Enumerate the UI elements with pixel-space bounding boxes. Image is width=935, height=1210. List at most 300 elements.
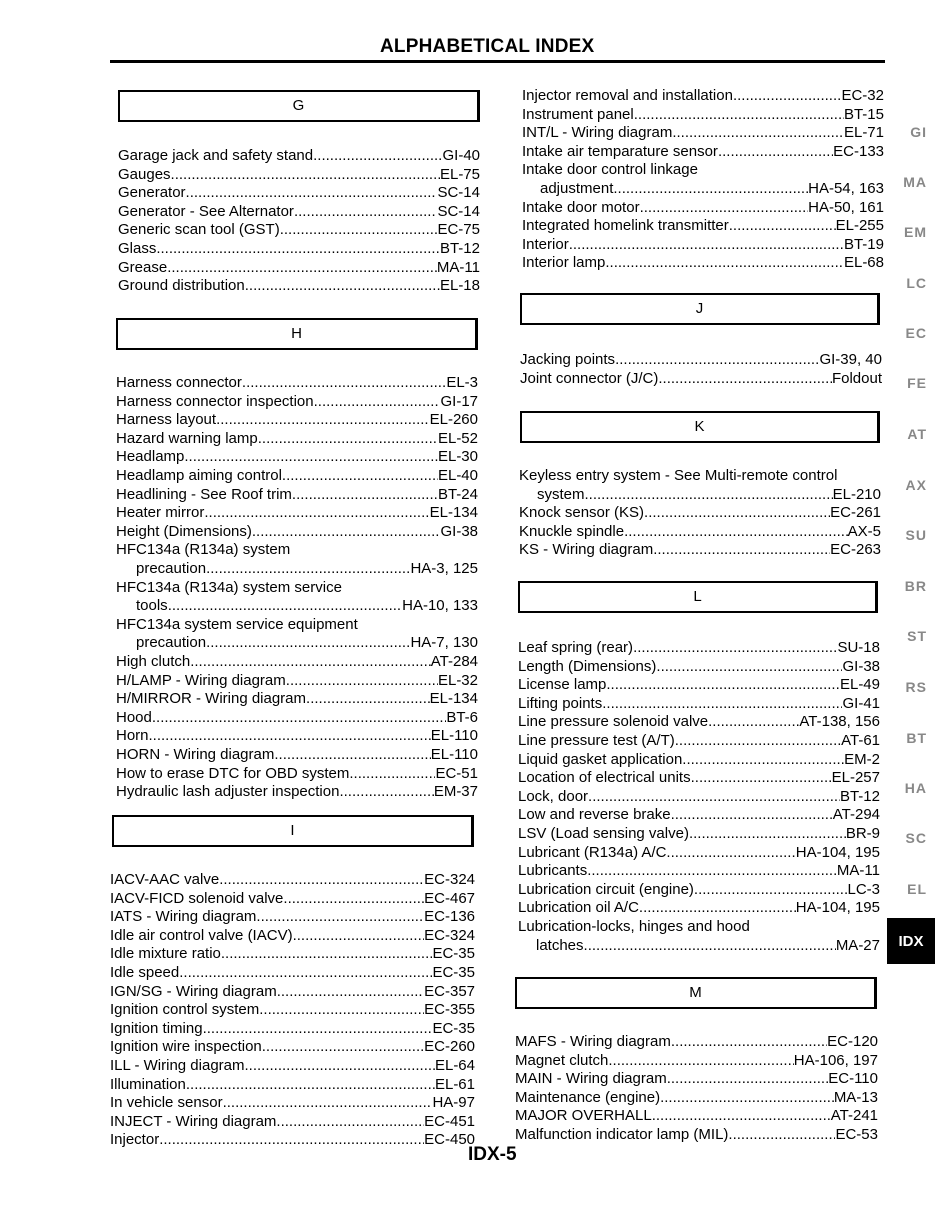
index-entry: [515, 1052, 878, 1070]
dot-leader: [256, 908, 424, 926]
page-reference: EC-133: [833, 142, 884, 160]
index-term: precaution: [136, 634, 207, 652]
index-entry: [110, 1057, 475, 1075]
page-reference: EL-61: [434, 1075, 475, 1093]
index-term: Lubricant (R134a) A/C: [518, 843, 667, 861]
page-reference: EL-110: [430, 727, 478, 745]
index-term: Gauges: [118, 165, 171, 183]
index-term: Lock, door: [518, 787, 589, 805]
page-reference: EC-467: [424, 889, 475, 907]
index-term: Integrated homelink transmitter: [522, 217, 729, 235]
section-letter: K: [694, 418, 705, 435]
dot-leader: [245, 1057, 435, 1075]
page-reference: EL-75: [439, 165, 480, 183]
index-entry: [518, 732, 880, 750]
index-term: IACV-FICD solenoid valve: [110, 889, 284, 907]
page-reference: EL-134: [429, 504, 478, 522]
dot-leader: [186, 184, 438, 202]
index-term: Garage jack and safety stand: [118, 147, 314, 164]
tab-gi[interactable]: GI: [910, 124, 927, 140]
index-entry: [116, 690, 478, 708]
page-reference: MA-13: [833, 1088, 878, 1106]
index-entry: [110, 1076, 475, 1094]
index-entry: [110, 1020, 475, 1038]
index-entry: [518, 806, 880, 824]
tab-ha[interactable]: HA: [904, 780, 927, 796]
index-entry: [522, 217, 884, 235]
index-entry: [518, 658, 880, 676]
page-reference: AT-61: [841, 732, 880, 749]
dot-leader: [658, 370, 832, 388]
tab-ax[interactable]: AX: [905, 477, 927, 493]
page-reference: MA-27: [835, 936, 880, 954]
page-reference: EC-35: [432, 945, 475, 963]
dot-leader: [671, 806, 833, 824]
index-entry: [522, 106, 884, 124]
letter-box: [520, 293, 880, 325]
dot-leader: [293, 927, 425, 945]
page-reference: EC-451: [424, 1112, 475, 1130]
index-entry: [518, 788, 880, 806]
page-reference: EL-49: [839, 676, 880, 694]
page-number: IDX-5: [468, 1144, 517, 1165]
dot-leader: [666, 844, 795, 862]
page-reference: HA-104, 195: [795, 843, 880, 861]
dot-leader: [282, 467, 438, 485]
page-reference: EL-110: [430, 746, 478, 763]
dot-leader: [306, 690, 430, 708]
dot-leader: [349, 765, 435, 783]
page-reference: HA-7, 130: [410, 634, 478, 652]
index-entry: [518, 769, 880, 787]
page-reference: GI-38: [842, 657, 880, 675]
index-term: tools: [136, 597, 168, 615]
index-term: Generator: [118, 184, 186, 202]
index-entry: [518, 899, 880, 917]
dot-leader: [313, 147, 442, 165]
dot-leader: [587, 862, 837, 880]
tab-rs[interactable]: RS: [905, 679, 927, 695]
page-reference: EM-37: [433, 783, 478, 801]
dot-leader: [242, 374, 446, 392]
page-reference: EC-324: [424, 871, 475, 888]
dot-leader: [605, 254, 844, 272]
index-term: Ignition control system: [110, 1001, 260, 1019]
dot-leader: [694, 881, 848, 899]
index-term: KS - Wiring diagram: [519, 541, 654, 559]
index-term: Knuckle spindle: [519, 522, 625, 540]
index-entry: [116, 709, 478, 727]
index-term: Ignition wire inspection: [110, 1038, 262, 1056]
tab-em[interactable]: EM: [904, 224, 927, 240]
index-term: Hydraulic lash adjuster inspection: [116, 783, 340, 801]
index-term: HFC134a system service equipment: [116, 615, 358, 633]
index-entry: [520, 370, 882, 388]
page-reference: BT-15: [843, 105, 884, 123]
page-reference: HA-3, 125: [410, 560, 478, 577]
index-entry: [518, 825, 880, 843]
dot-leader: [179, 964, 432, 982]
index-term: precaution: [136, 560, 207, 577]
index-entry: [522, 199, 884, 217]
page-reference: EL-260: [429, 411, 478, 429]
index-term: H/MIRROR - Wiring diagram: [116, 690, 307, 708]
index-entry: [116, 374, 478, 392]
tab-ec[interactable]: EC: [905, 325, 927, 341]
index-entry: [116, 504, 478, 522]
dot-leader: [156, 240, 440, 258]
index-entry: [118, 259, 480, 277]
dot-leader: [206, 560, 410, 578]
page-reference: EM-2: [844, 750, 880, 768]
dot-leader: [204, 504, 429, 522]
page-reference: EC-110: [828, 1070, 878, 1088]
index-entry: [136, 634, 478, 652]
index-term: Injector: [110, 1131, 160, 1149]
page-reference: EL-18: [439, 277, 480, 295]
index-entry: [536, 937, 880, 955]
page-reference: EC-263: [830, 541, 881, 559]
index-term: ILL - Wiring diagram: [110, 1057, 245, 1074]
page-reference: EL-52: [437, 429, 478, 447]
index-term: Location of electrical units: [518, 769, 691, 787]
index-entry: [518, 639, 880, 657]
index-term: latches: [536, 936, 584, 954]
index-term: INJECT - Wiring diagram: [110, 1112, 277, 1130]
index-term: Grease: [118, 258, 168, 276]
index-entry: [118, 240, 480, 258]
page-reference: EC-75: [437, 221, 480, 239]
page-reference: HA-97: [432, 1094, 475, 1112]
index-term: Lubrication-locks, hinges and hood: [518, 918, 750, 935]
dot-leader: [634, 106, 844, 124]
index-entry: [136, 597, 478, 615]
index-entry: [118, 147, 480, 165]
index-term: Line pressure test (A/T): [518, 732, 675, 749]
page-reference: LC-3: [847, 880, 880, 898]
dot-leader: [569, 236, 844, 254]
page-reference: EC-120: [827, 1033, 878, 1050]
page-reference: BT-6: [446, 708, 478, 726]
dot-leader: [294, 203, 438, 221]
dot-leader: [656, 658, 842, 676]
dot-leader: [728, 1126, 835, 1144]
index-term: High clutch: [116, 653, 191, 670]
index-entry: [515, 1070, 878, 1088]
letter-box: [515, 977, 877, 1009]
index-term: Idle mixture ratio: [110, 945, 221, 963]
dot-leader: [606, 676, 840, 694]
page-reference: MA-11: [836, 862, 880, 880]
index-term: Harness layout: [116, 411, 217, 429]
dot-leader: [203, 1020, 433, 1038]
index-term: Headlamp aiming control: [116, 467, 282, 484]
index-term: Ground distribution: [118, 277, 245, 295]
index-term: Generic scan tool (GST): [118, 221, 280, 239]
dot-leader: [585, 486, 833, 504]
page-reference: HA-10, 133: [402, 597, 478, 615]
index-entry: [519, 541, 881, 559]
index-entry: [519, 504, 881, 522]
page-reference: EL-71: [843, 124, 884, 142]
dot-leader: [671, 1033, 827, 1051]
index-term: Harness connector: [116, 374, 242, 391]
dot-leader: [223, 1094, 433, 1112]
index-entry: [515, 1107, 878, 1125]
page-reference: EL-30: [437, 448, 478, 466]
index-term: Length (Dimensions): [518, 657, 657, 675]
index-term: Idle air control valve (IACV): [110, 926, 293, 944]
page-reference: EL-255: [835, 217, 884, 235]
section-letter: G: [292, 97, 305, 114]
dot-leader: [190, 653, 431, 671]
index-entry: [136, 560, 478, 578]
dot-leader: [274, 746, 430, 764]
page-reference: MA-11: [436, 258, 480, 276]
index-entry: [118, 184, 480, 202]
dot-leader: [168, 597, 402, 615]
page-reference: SC-14: [437, 202, 480, 220]
title-rule: [110, 60, 885, 63]
letter-box: [520, 411, 880, 443]
index-term: Intake door control linkage: [522, 161, 698, 179]
section-letter: M: [689, 984, 702, 1001]
page-reference: SU-18: [837, 639, 880, 656]
page-reference: GI-40: [442, 147, 480, 164]
index-term: Horn: [116, 727, 149, 745]
page-reference: EL-40: [437, 467, 478, 484]
page-reference: EL-134: [429, 690, 478, 708]
index-entry: [110, 1001, 475, 1019]
page-reference: BT-12: [839, 787, 880, 805]
index-term: HFC134a (R134a) system service: [116, 578, 342, 596]
tab-sc[interactable]: SC: [905, 830, 927, 846]
index-entry: [518, 676, 880, 694]
index-term: License lamp: [518, 676, 607, 694]
index-term: Hood: [116, 708, 152, 726]
dot-leader: [221, 945, 433, 963]
index-term: Generator - See Alternator: [118, 202, 294, 220]
page-reference: EC-51: [435, 764, 478, 782]
page-reference: SC-14: [437, 184, 480, 202]
index-entry: [515, 1033, 878, 1051]
page-reference: AT-284: [430, 653, 478, 670]
page-reference: EC-32: [841, 87, 884, 104]
section-letter: H: [291, 325, 302, 342]
dot-leader: [613, 180, 808, 198]
page-reference: EC-260: [424, 1038, 475, 1056]
index-entry: [116, 653, 478, 671]
tab-el[interactable]: EL: [907, 881, 927, 897]
dot-leader: [675, 732, 841, 750]
dot-leader: [588, 788, 840, 806]
dot-leader: [159, 1131, 424, 1149]
index-term: Injector removal and installation: [522, 87, 733, 104]
index-term: MAJOR OVERHALL: [515, 1107, 652, 1125]
index-term: Lubrication circuit (engine): [518, 880, 694, 898]
index-entry: [118, 277, 480, 295]
page-reference: EC-35: [432, 964, 475, 981]
index-entry: [518, 751, 880, 769]
dot-leader: [652, 1107, 831, 1125]
page-reference: Foldout: [831, 369, 882, 387]
index-entry: [110, 983, 475, 1001]
index-entry: [110, 964, 475, 982]
page-reference: BR-9: [845, 825, 880, 842]
page-reference: EC-355: [424, 1001, 475, 1019]
index-entry: [518, 844, 880, 862]
index-entry: [110, 1038, 475, 1056]
index-entry: [116, 448, 478, 466]
page-reference: GI-17: [440, 392, 478, 410]
page-reference: AT-138, 156: [799, 713, 880, 731]
index-entry: [118, 166, 480, 184]
index-term: Low and reverse brake: [518, 806, 671, 824]
dot-leader: [615, 351, 819, 369]
index-entry: [110, 1094, 475, 1112]
page-reference: EL-32: [437, 671, 478, 689]
page-reference: GI-38: [440, 522, 478, 540]
tab-at[interactable]: AT: [907, 426, 927, 442]
page-reference: HA-50, 161: [808, 198, 884, 216]
letter-box: [518, 581, 878, 613]
index-entry: [515, 1089, 878, 1107]
index-entry: [116, 467, 478, 485]
page-reference: EC-450: [424, 1131, 475, 1149]
index-term: HORN - Wiring diagram: [116, 746, 275, 763]
dot-leader: [653, 541, 830, 559]
dot-leader: [259, 1001, 424, 1019]
dot-leader: [171, 166, 440, 184]
page-reference: EC-261: [830, 504, 881, 522]
tab-idx[interactable]: IDX: [887, 918, 935, 964]
index-entry: [518, 713, 880, 731]
index-term: Lifting points: [518, 694, 603, 712]
index-entry: [116, 672, 478, 690]
index-term: Ignition timing: [110, 1019, 203, 1037]
index-term: H/LAMP - Wiring diagram: [116, 671, 286, 689]
index-term: IGN/SG - Wiring diagram: [110, 982, 277, 1000]
index-term: In vehicle sensor: [110, 1094, 223, 1112]
dot-leader: [167, 259, 437, 277]
page-reference: EL-64: [434, 1057, 475, 1074]
page-reference: AX-5: [847, 522, 881, 540]
index-entry: [515, 1126, 878, 1144]
index-entry: [116, 727, 478, 745]
index-entry: [110, 871, 475, 889]
index-entry: [116, 765, 478, 783]
page-reference: HA-104, 195: [795, 899, 880, 917]
index-term: Instrument panel: [522, 105, 634, 123]
dot-leader: [280, 221, 438, 239]
tab-bt[interactable]: BT: [906, 730, 927, 746]
tab-ma[interactable]: MA: [903, 174, 927, 190]
index-entry: [519, 523, 881, 541]
index-entry: [520, 351, 882, 369]
page-reference: EC-357: [424, 982, 475, 1000]
index-term: Joint connector (J/C): [520, 369, 659, 387]
index-term: Idle speed: [110, 964, 180, 981]
page-reference: EL-210: [832, 485, 881, 503]
page-reference: BT-19: [843, 235, 884, 253]
tab-st[interactable]: ST: [907, 628, 927, 644]
page-title: ALPHABETICAL INDEX: [380, 36, 595, 57]
page-reference: BT-12: [439, 240, 480, 257]
dot-leader: [608, 1052, 793, 1070]
tab-br[interactable]: BR: [904, 578, 927, 594]
index-term: INT/L - Wiring diagram: [522, 124, 673, 142]
tab-su[interactable]: SU: [905, 527, 927, 543]
index-term: Maintenance (engine): [515, 1088, 661, 1106]
letter-box: [118, 90, 480, 122]
page-reference: AT-241: [830, 1107, 878, 1125]
dot-leader: [283, 890, 424, 908]
index-entry: [522, 236, 884, 254]
index-term: Height (Dimensions): [116, 522, 252, 540]
page-reference: EC-53: [835, 1126, 878, 1143]
dot-leader: [245, 277, 440, 295]
page-reference: EC-324: [424, 926, 475, 944]
dot-leader: [644, 504, 830, 522]
index-entry: [110, 1113, 475, 1131]
dot-leader: [633, 639, 837, 657]
section-letter: I: [290, 822, 295, 839]
dot-leader: [206, 634, 410, 652]
index-entry: [118, 221, 480, 239]
index-entry: [522, 124, 884, 142]
dot-leader: [733, 87, 842, 105]
index-term: Liquid gasket application: [518, 750, 683, 768]
index-term: Headlamp: [116, 448, 185, 466]
dot-leader: [292, 486, 438, 504]
index-term: How to erase DTC for OBD system: [116, 764, 350, 782]
index-term: system: [537, 485, 585, 503]
dot-leader: [682, 751, 844, 769]
index-entry: [522, 143, 884, 161]
tab-fe[interactable]: FE: [907, 375, 927, 391]
page-reference: EL-3: [446, 374, 478, 391]
index-entry: [116, 430, 478, 448]
dot-leader: [186, 1076, 435, 1094]
page-reference: EL-257: [831, 769, 880, 787]
dot-leader: [718, 143, 833, 161]
dot-leader: [314, 393, 441, 411]
dot-leader: [729, 217, 836, 235]
page-reference: BT-24: [437, 485, 478, 503]
index-entry: [110, 927, 475, 945]
dot-leader: [624, 523, 848, 541]
index-term: Leaf spring (rear): [518, 639, 634, 656]
tab-lc[interactable]: LC: [906, 275, 927, 291]
page-reference: EL-68: [843, 254, 884, 272]
dot-leader: [184, 448, 438, 466]
dot-leader: [219, 871, 424, 889]
index-term: Intake air temparature sensor: [522, 142, 718, 160]
page-reference: HA-106, 197: [793, 1051, 878, 1069]
dot-leader: [276, 1113, 424, 1131]
index-term: Lubrication oil A/C: [518, 899, 639, 917]
dot-leader: [660, 1089, 834, 1107]
dot-leader: [667, 1070, 829, 1088]
index-term: IATS - Wiring diagram: [110, 908, 257, 926]
index-entry: [118, 203, 480, 221]
index-term: MAIN - Wiring diagram: [515, 1070, 667, 1088]
dot-leader: [640, 199, 809, 217]
index-entry: [110, 1131, 475, 1149]
index-term: Interior lamp: [522, 254, 606, 272]
index-term: Line pressure solenoid valve: [518, 713, 709, 731]
dot-leader: [602, 695, 842, 713]
